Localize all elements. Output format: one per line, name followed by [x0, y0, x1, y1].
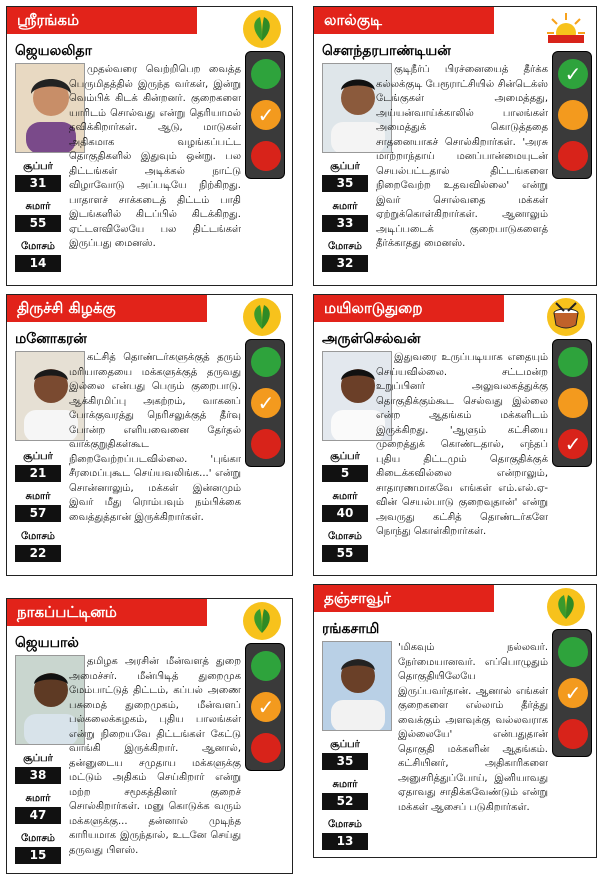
candidate-name: அருள்செல்வன்	[322, 331, 421, 347]
check-icon: ✓	[257, 103, 275, 127]
red-lamp	[558, 429, 588, 459]
yellow-lamp	[558, 388, 588, 418]
candidate-photo	[322, 641, 392, 731]
check-icon: ✓	[257, 391, 275, 415]
bad-value: 32	[322, 255, 368, 272]
review-text: கட்சித் தொண்டர்களுக்குத் தரும் மரியாதையை மக்களுக்குத் தருவது இல்லை என்பது பெரும் குறைபாடு. ஆக்கிரமிப்பு அகற்றம், வாகனப் போக்குவரத்து நெரிசலுக்குத் தீர்வு போன்ற எளியவைனை தேர்தல் வாக்குறுதிகள்கூட நிறைவேற்றப்படவில்லை. 'புங்கா சீரமைப்புகூட செய்யவலிங்க...' என்று சொன்னாலும், மக்கள் இன்னமும் இவர் மீது ரொம்பவும் நம்பிக்கை வைத்துத்தான் இருக்கிறார்கள்.	[69, 352, 241, 523]
red-lamp	[251, 141, 281, 171]
bad-value: 55	[322, 545, 368, 562]
candidate-name: ஜெயபால்	[15, 635, 79, 651]
red-lamp	[558, 141, 588, 171]
red-lamp	[251, 733, 281, 763]
yellow-lamp	[251, 100, 281, 130]
bad-value: 15	[15, 847, 61, 864]
constituency-title: ஸ்ரீரங்கம்	[7, 7, 197, 34]
bad-value: 13	[322, 833, 368, 850]
green-lamp	[251, 347, 281, 377]
card-mayiladuthurai	[313, 294, 597, 576]
candidate-name: ஜெயலலிதா	[15, 43, 92, 59]
ok-label: சுமார்	[25, 793, 51, 804]
traffic-light	[552, 629, 592, 757]
ok-value: 57	[15, 505, 61, 522]
two-leaves-icon	[242, 9, 282, 49]
review-text: இதுவரை உருப்படியாக எதையும் செய்யவில்லை. சட்டமன்ற உறுப்பினர் அலுவலகத்துக்கு தொகுதிக்கும்கூட செல்வது இல்லை என்ற ஆதங்கம் மக்களிடம் இருக்கிறது. 'ஆளும் கட்சியை முறைத்துக் கொண்டதால், எந்தப் புதிய திட்டமும் தொகுதிக்குக் கிடைக்கவில்லை என்றாலும், சாதாரணமாகவே எங்கள் எம்.எல்.ஏ-வின் செயல்பாடு குறைவுதான்' என்று அவருது கட்சித் தொண்டர்களே நொந்து கொள்கிறார்கள்.	[376, 352, 548, 537]
two-leaves-icon	[242, 601, 282, 641]
drum-icon	[546, 297, 586, 337]
green-lamp	[558, 347, 588, 377]
super-label: சூப்பர்	[23, 753, 53, 764]
card-thanjavur	[313, 584, 597, 858]
ok-value: 55	[15, 215, 61, 232]
review-text: 'மிகவும் நல்லவர். நேர்மையானவர். எப்பொழுதும் தொகுதியிலேயே இருப்பவர்தான். ஆனால் எங்கள் குறைகளை எல்லாம் தீர்த்து வைக்கும் அளவுக்கு வல்லவராக இல்லையே' என்பதுதான் தொகுதி மக்களின் ஆதங்கம். கட்சியினர், அதிகாரிகளை அனுசரித்துப்போய், இனியாவது ஏதாவது சாதிக்கவேண்டும் என்று மக்கள் ஆசைப் படுகிறார்கள்.	[398, 642, 548, 813]
bad-value: 22	[15, 545, 61, 562]
traffic-light	[552, 51, 592, 179]
candidate-name: மனோகரன்	[15, 331, 87, 347]
rising-sun-icon	[546, 9, 586, 49]
check-icon: ✓	[564, 681, 582, 705]
bad-label: மோசம்	[21, 531, 55, 542]
green-lamp	[558, 59, 588, 89]
ok-label: சுமார்	[25, 201, 51, 212]
red-lamp	[558, 719, 588, 749]
super-value: 38	[15, 767, 61, 784]
super-value: 31	[15, 175, 61, 192]
constituency-title: லால்குடி	[314, 7, 494, 34]
yellow-lamp	[558, 100, 588, 130]
card-lalgudi	[313, 6, 597, 286]
bad-value: 14	[15, 255, 61, 272]
review-text: தமிழக அரசின் மீன்வளத் துறை அமைச்சர். மீன்பிடித் துறைமுக மேம்பாட்டுத் திட்டம், கப்பல் அணை பசுமைத் துறைமுகம், மீன்வளப் பல்கலைக்கழகம், புதிய பாலங்கள் என்று நிறையவே திட்டங்கள் கேட்டு வாங்கி இருக்கிறார். ஆனால், தன்னுடைய சமுதாய மக்களுக்கு மட்டும் அதிகம் செய்கிறார் என்று மற்ற சமூகத்தினர் குறைச் சொல்கிறார்கள். மனு கொடுக்க வரும் மக்களுக்கு... தன்னால் முடிந்த காரியமாக இருந்தால், உடனே செய்து தருவது பிளஸ்.	[69, 656, 241, 856]
check-icon: ✓	[564, 432, 582, 456]
bad-label: மோசம்	[328, 819, 362, 830]
green-lamp	[251, 651, 281, 681]
two-leaves-icon	[546, 587, 586, 627]
super-label: சூப்பர்	[330, 739, 360, 750]
constituency-title: தஞ்சாவூர்	[314, 585, 494, 612]
card-srirangam	[6, 6, 293, 286]
two-leaves-icon	[242, 297, 282, 337]
green-lamp	[558, 637, 588, 667]
constituency-title: நாகப்பட்டினம்	[7, 599, 207, 626]
traffic-light	[245, 51, 285, 179]
super-label: சூப்பர்	[330, 161, 360, 172]
traffic-light	[245, 643, 285, 771]
ok-value: 52	[322, 793, 368, 810]
super-label: சூப்பர்	[330, 451, 360, 462]
bad-label: மோசம்	[328, 241, 362, 252]
bad-label: மோசம்	[328, 531, 362, 542]
ok-label: சுமார்	[332, 779, 358, 790]
candidate-name: சௌந்தரபாண்டியன்	[322, 43, 451, 59]
super-label: சூப்பர்	[23, 451, 53, 462]
ok-label: சுமார்	[25, 491, 51, 502]
ok-value: 47	[15, 807, 61, 824]
traffic-light	[552, 339, 592, 467]
card-nagapattinam	[6, 598, 293, 874]
yellow-lamp	[251, 692, 281, 722]
super-value: 21	[15, 465, 61, 482]
bad-label: மோசம்	[21, 833, 55, 844]
check-icon: ✓	[257, 695, 275, 719]
ok-value: 33	[322, 215, 368, 232]
traffic-light	[245, 339, 285, 467]
ok-value: 40	[322, 505, 368, 522]
yellow-lamp	[251, 388, 281, 418]
super-value: 5	[322, 465, 368, 482]
bad-label: மோசம்	[21, 241, 55, 252]
super-value: 35	[322, 753, 368, 770]
ok-label: சுமார்	[332, 491, 358, 502]
check-icon: ✓	[564, 62, 582, 86]
review-text: முதல்வரை வெற்றிபெற வைத்த பெருமிதத்தில் இருந்த வர்கள், இன்று வெம்பிக் கிடக் கின்றனர். குறைகளை யாரிடம் சொல்வது என்று தெரியாமல் தவிக்கிறார்கள். ஆடு, மாடுகள் அதிகமாக வழங்கப்பட்ட தொகுதிகளில் இதுவும் ஒன்று. பல திட்டங்கள் அடிக்கல் நாட்டு விழாவோடு அப்படியே நிற்கிறது. பாதாளச் சாக்கடைத் திட்டம் பாதி இடங்களில் கிடப்பில் கிடக்கிறது. ஏட்டளவிலேயே பல திட்டங்கள் இருப்பது மைனஸ்.	[69, 64, 241, 249]
yellow-lamp	[558, 678, 588, 708]
constituency-title: திருச்சி கிழக்கு	[7, 295, 207, 322]
green-lamp	[251, 59, 281, 89]
super-value: 35	[322, 175, 368, 192]
card-trichy-east	[6, 294, 293, 576]
red-lamp	[251, 429, 281, 459]
review-text: குடிநீர்ப் பிரச்னையைத் தீர்க்க கல்லக்குடி பேரூராட்சியில் சின்டெக்ஸ் டேங்குகள் அமைத்தது, அய்யன்வாய்க்காலில் பாலங்கள் அமைத்துக் கொடுத்ததை சாதனையாகச் சொல்கிறார்கள். 'அரசு மாற்றாந்தாய் மனப்பான்மையுடன் செயல்பட்டதால் திட்டங்களை நிறைவேற்ற உதவவில்லை' என்று இவர் சொல்வதை மக்கள் ஏற்றுக்கொள்கிறார்கள். ஆனாலும் அடிப்படைக் குறைபாடுகளைத் தீர்க்காதது மைனஸ்.	[376, 64, 548, 249]
constituency-title: மயிலாடுதுறை	[314, 295, 504, 322]
super-label: சூப்பர்	[23, 161, 53, 172]
ok-label: சுமார்	[332, 201, 358, 212]
candidate-name: ரங்கசாமி	[322, 621, 380, 637]
